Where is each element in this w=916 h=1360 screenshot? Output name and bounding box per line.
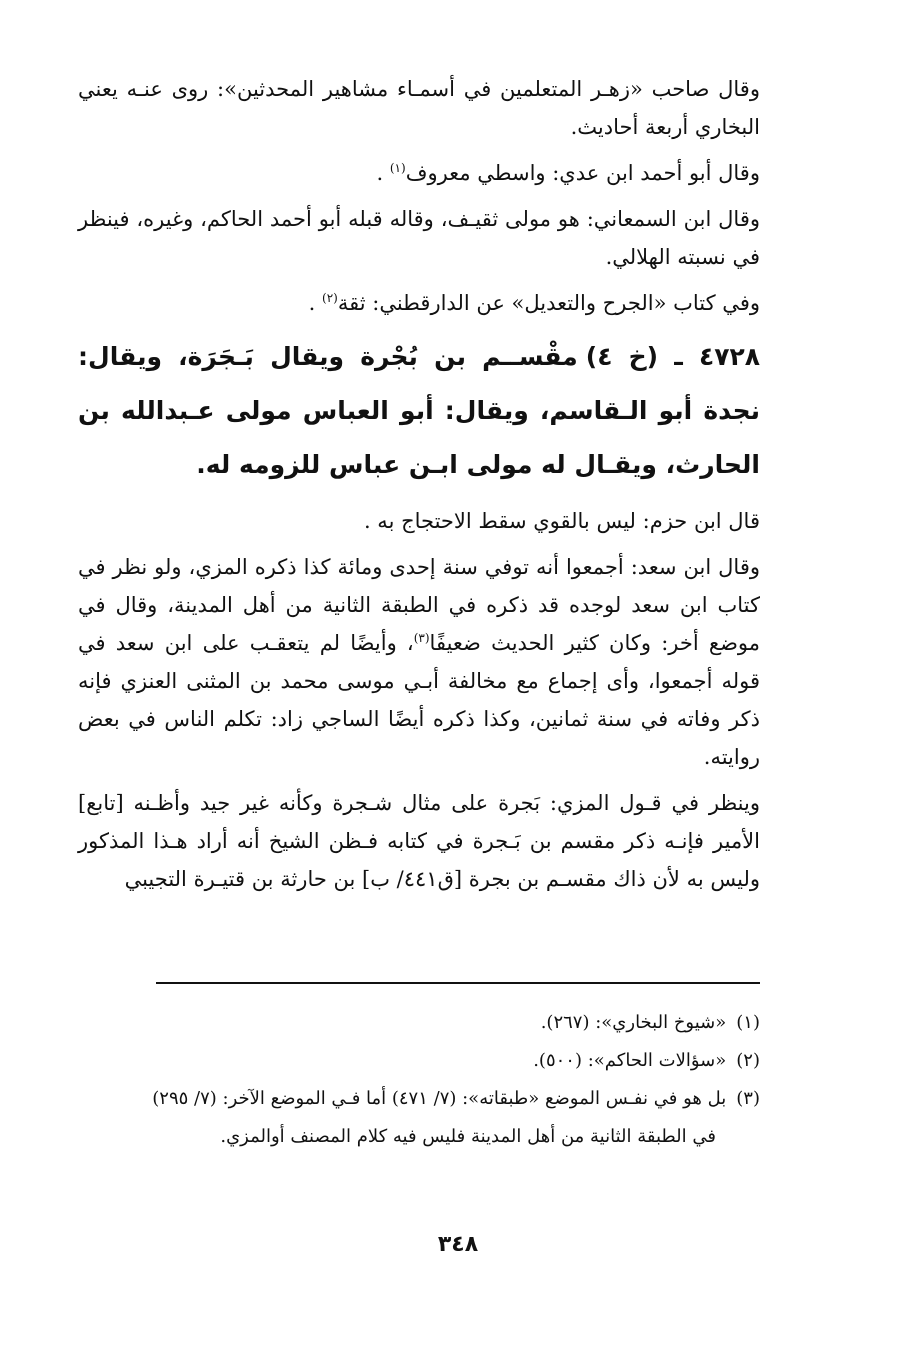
footnote-3 xyxy=(78,1080,760,1118)
paragraph-text: وفي كتاب «الجرح والتعديل» عن الدارقطني: ثقة xyxy=(337,291,760,315)
paragraph-jarh-wa-tadil xyxy=(78,284,760,322)
entry-number: ٤٧٢٨ ـ (خ ٤) xyxy=(585,342,760,371)
footnote-1 xyxy=(78,1004,760,1042)
footnote-number: (١) xyxy=(736,1012,760,1033)
footnote-number: (٢) xyxy=(736,1050,760,1071)
footnote-text: «شيوخ البخاري»: (٢٦٧). xyxy=(540,1012,727,1033)
page-number: ٣٤٨ xyxy=(437,1232,479,1257)
footnote-2 xyxy=(78,1042,760,1080)
entry-heading xyxy=(78,330,760,492)
paragraph-ibn-adi xyxy=(78,154,760,192)
footnote-text: «سؤالات الحاكم»: (٥٠٠). xyxy=(533,1050,727,1071)
paragraph-text: وقال أبو أحمد ابن عدي: واسطي معروف xyxy=(405,161,760,185)
footnotes xyxy=(78,1004,760,1156)
footnote-text: بل هو في نفـس الموضع «طبقاته»: (٧/ ٤٧١) أما فـي الموضع الآخر: (٧/ ٢٩٥) xyxy=(152,1088,727,1109)
paragraph-ibn-al-samani: وقال ابن السمعاني: هو مولى ثقيـف، وقاله قبله أبو أحمد الحاكم، وغيره، فينظر في نسبته الهلالي. xyxy=(78,207,760,269)
paragraph-al-mizzi: وينظر في قـول المزي: بَجرة على مثال شـجرة وكأنه غير جيد وأظـنه [تابع] الأمير فإنـه ذكر مقسم بن بَـجرة في كتابه فـظن الشيخ أنه أراد هـذا المذكور وليس به لأن ذاك مقسـم بن بجرة [ق٤٤١/ ب] بن حارثة بن قتيـرة التجيبي xyxy=(78,791,760,891)
paragraph-ibn-hazm: قال ابن حزم: ليس بالقوي سقط الاحتجاج به . xyxy=(363,509,760,533)
footnote-divider xyxy=(156,982,760,984)
footnote-number: (٣) xyxy=(736,1088,760,1109)
paragraph-end: . xyxy=(308,291,323,315)
paragraph-text-continued: ، وأيضًا لم يتعقـب على ابن سعد في قوله أجمعوا، وأى إجماع مع مخالفة أبـي موسى محمد بن المثنى العنزي فإنه ذكر وفاته في سنة ثمانين، وكذا ذكره أيضًا الساجي زاد: تكلم الناس في بعض روايته. xyxy=(78,631,760,769)
paragraph-text: وقال ابن سعد: أجمعوا أنه توفي سنة إحدى ومائة كذا ذكره المزي، ولو نظر في كتاب ابن سعد لوجده قد ذكره في الطبقة الثانية من أهل المدينة، وقال في موضع أخر: وكان كثير الحديث ضعيفًا xyxy=(78,555,760,655)
footnote-ref-1[interactable]: (١) xyxy=(389,161,406,175)
main-text xyxy=(78,70,760,906)
paragraph-end: . xyxy=(376,161,390,185)
footnote-ref-3[interactable]: (٣) xyxy=(413,631,430,645)
entry-title: مقْســم بن بُجْرة ويقال بَـجَرَة، ويقال: نجدة أبو الـقاسم، ويقال: أبو العباس مولى عـبدالله بن الحارث، ويقـال له مولى ابـن عباس للزومه له. xyxy=(78,342,760,479)
paragraph-zahr-al-mutaallimin: وقال صاحب «زهـر المتعلمين في أسمـاء مشاهير المحدثين»: روى عنـه يعني البخاري أربعة أحاديث. xyxy=(78,77,760,139)
paragraph-ibn-saad xyxy=(78,548,760,776)
footnote-3-continued: في الطبقة الثانية من أهل المدينة فليس فيه كلام المصنف أوالمزي. xyxy=(220,1126,716,1147)
footnote-ref-2[interactable]: (٢) xyxy=(322,291,338,305)
